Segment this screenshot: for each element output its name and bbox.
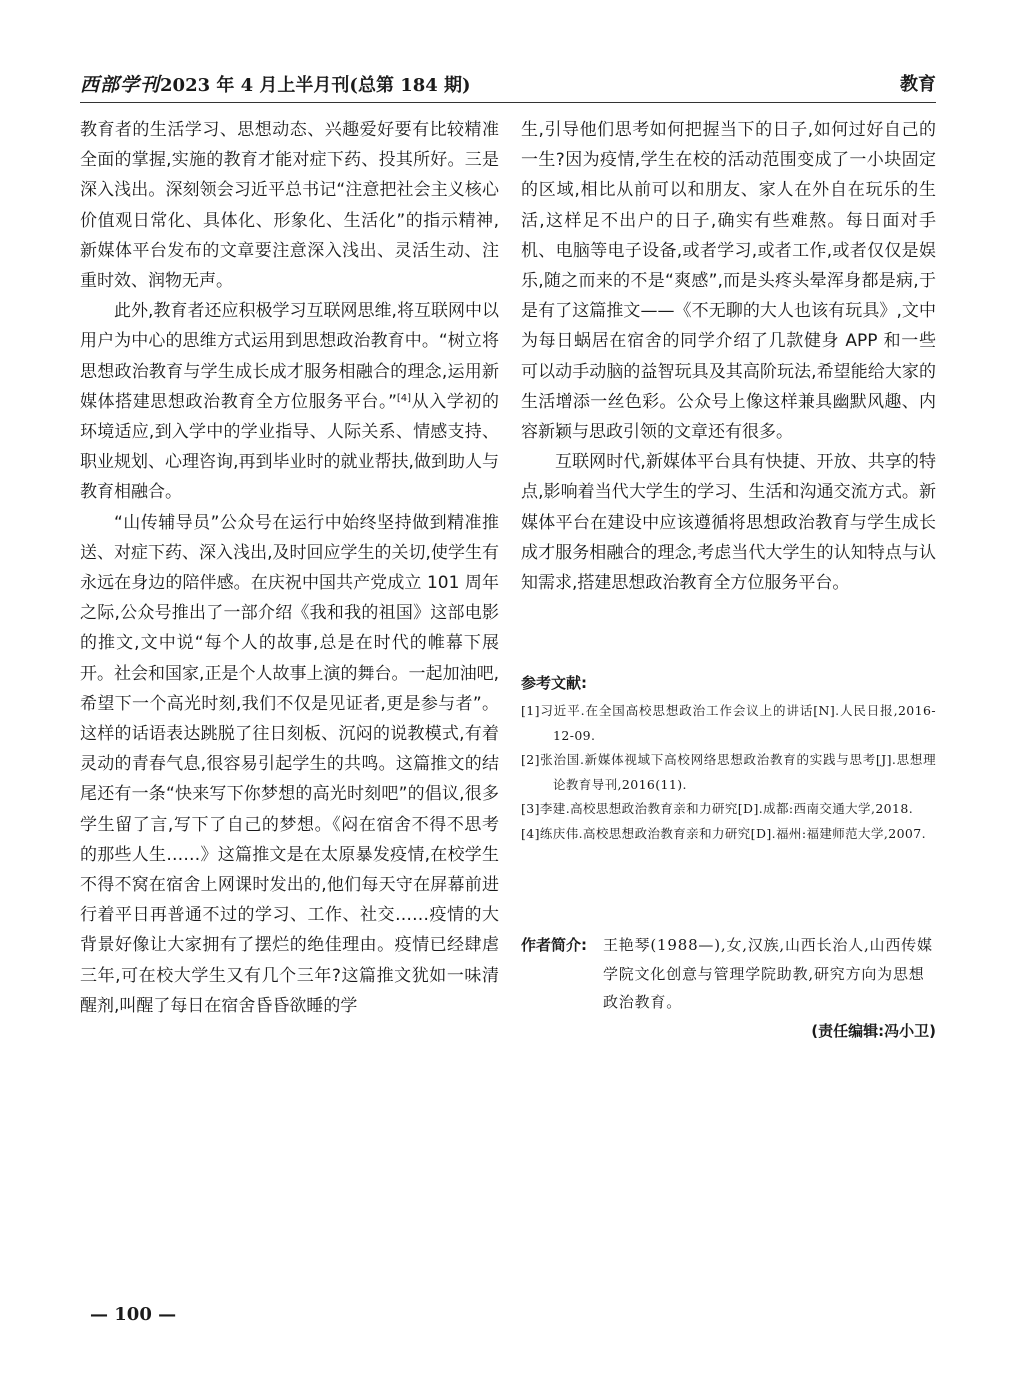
journal-title xyxy=(80,72,471,99)
citation-4: [4] xyxy=(396,392,412,404)
running-header xyxy=(80,72,936,98)
left-paragraph-2 xyxy=(80,296,499,507)
references-title: 参考文献: xyxy=(521,674,587,692)
responsible-editor: (责任编辑:冯小卫) xyxy=(811,1022,936,1040)
page-number: — 100 — xyxy=(90,1304,177,1325)
reference-item: [1]习近平.在全国高校思想政治工作会议上的讲话[N].人民日报,2016-12-09. xyxy=(521,703,936,743)
left-paragraph-2-text-b: 从入学初的环境适应,到入学中的学业指导、人际关系、情感支持、职业规划、心理咨询,再到毕业时的就业帮扶,做到助人与教育相融合。 xyxy=(80,391,500,503)
references xyxy=(521,671,936,846)
left-paragraph-1: 教育者的生活学习、思想动态、兴趣爱好要有比较精准全面的掌握,实施的教育才能对症下药、投其所好。三是深入浅出。深刻领会习近平总书记“注意把社会主义核心价值观日常化、具体化、形象化、生活化”的指示精神,新媒体平台发布的文章要注意深入浅出、灵活生动、注重时效、润物无声。 xyxy=(80,120,499,292)
reference-item: [2]张治国.新媒体视域下高校网络思想政治教育的实践与思考[J].思想理论教育导刊,2016(11). xyxy=(521,752,936,792)
right-paragraph-1: 生,引导他们思考如何把握当下的日子,如何过好自己的一生?因为疫情,学生在校的活动范围变成了一小块固定的区域,相比从前可以和朋友、家人在外自在玩乐的生活,这样足不出户的日子,确实有些难熬。每日面对手机、电脑等电子设备,或者学习,或者工作,或者仅仅是娱乐,随之而来的不是“爽感”,而是头疼头晕浑身都是病,于是有了这篇推文——《不无聊的大人也该有玩具》,文中为每日蜗居在宿舍的同学介绍了几款健身 APP 和一些可以动手动脑的益智玩具及其高阶玩法,希望能给大家的生活增添一丝色彩。公众号上像这样兼具幽默风趣、内容新颖与思政引领的文章还有很多。 xyxy=(521,120,936,443)
left-column xyxy=(80,115,499,1021)
author-label: 作者简介: xyxy=(521,936,587,954)
left-paragraph-2-text-a: 此外,教育者还应积极学习互联网思维,将互联网中以用户为中心的思维方式运用到思想政治教育中。“树立将思想政治教育与学生成长成才服务相融合的理念,运用新媒体搭建思想政治教育全方位服务平台。” xyxy=(80,301,499,412)
journal-issue: 2023 年 4 月上半月刊(总第 184 期) xyxy=(160,75,471,96)
left-paragraph-3: “山传辅导员”公众号在运行中始终坚持做到精准推送、对症下药、深入浅出,及时回应学生的关切,使学生有永远在身边的陪伴感。在庆祝中国共产党成立 101 周年之际,公众号推出了一部介绍《我和我的祖国》这部电影的推文,文中说“每个人的故事,总是在时代的帷幕下展开。社会和国家,正是个人故事上演的舞台。一起加油吧,希望下一个高光时刻,我们不仅是见证者,更是参与者”。这样的话语表达跳脱了往日刻板、沉闷的说教模式,有着灵动的青春气息,很容易引起学生的共鸣。这篇推文的结尾还有一条“快来写下你梦想的高光时刻吧”的倡议,很多学生留了言,写下了自己的梦想。《闷在宿舍不得不思考的那些人生……》这篇推文是在太原暴发疫情,在校学生不得不窝在宿舍上网课时发出的,他们每天守在屏幕前进行着平日再普通不过的学习、工作、社交……疫情的大背景好像让大家拥有了摆烂的绝佳理由。疫情已经肆虐三年,可在校大学生又有几个三年?这篇推文犹如一味清醒剂,叫醒了每日在宿舍昏昏欲睡的学 xyxy=(80,512,499,1016)
header-rule xyxy=(80,102,936,103)
section-label: 教育 xyxy=(900,74,936,95)
author-bio xyxy=(521,931,936,1017)
author-text: 王艳琴(1988—),女,汉族,山西长治人,山西传媒学院文化创意与管理学院助教,研究方向为思想政治教育。 xyxy=(603,936,933,1011)
reference-item: [3]李建.高校思想政治教育亲和力研究[D].成都:西南交通大学,2018. xyxy=(521,801,914,816)
right-column xyxy=(521,115,936,598)
right-paragraph-2: 互联网时代,新媒体平台具有快捷、开放、共享的特点,影响着当代大学生的学习、生活和沟通交流方式。新媒体平台在建设中应该遵循将思想政治教育与学生成长成才服务相融合的理念,考虑当代大学生的认知特点与认知需求,搭建思想政治教育全方位服务平台。 xyxy=(521,452,936,594)
journal-logo: 西部学刊 xyxy=(80,74,161,96)
reference-item: [4]练庆伟.高校思想政治教育亲和力研究[D].福州:福建师范大学,2007. xyxy=(521,825,926,841)
